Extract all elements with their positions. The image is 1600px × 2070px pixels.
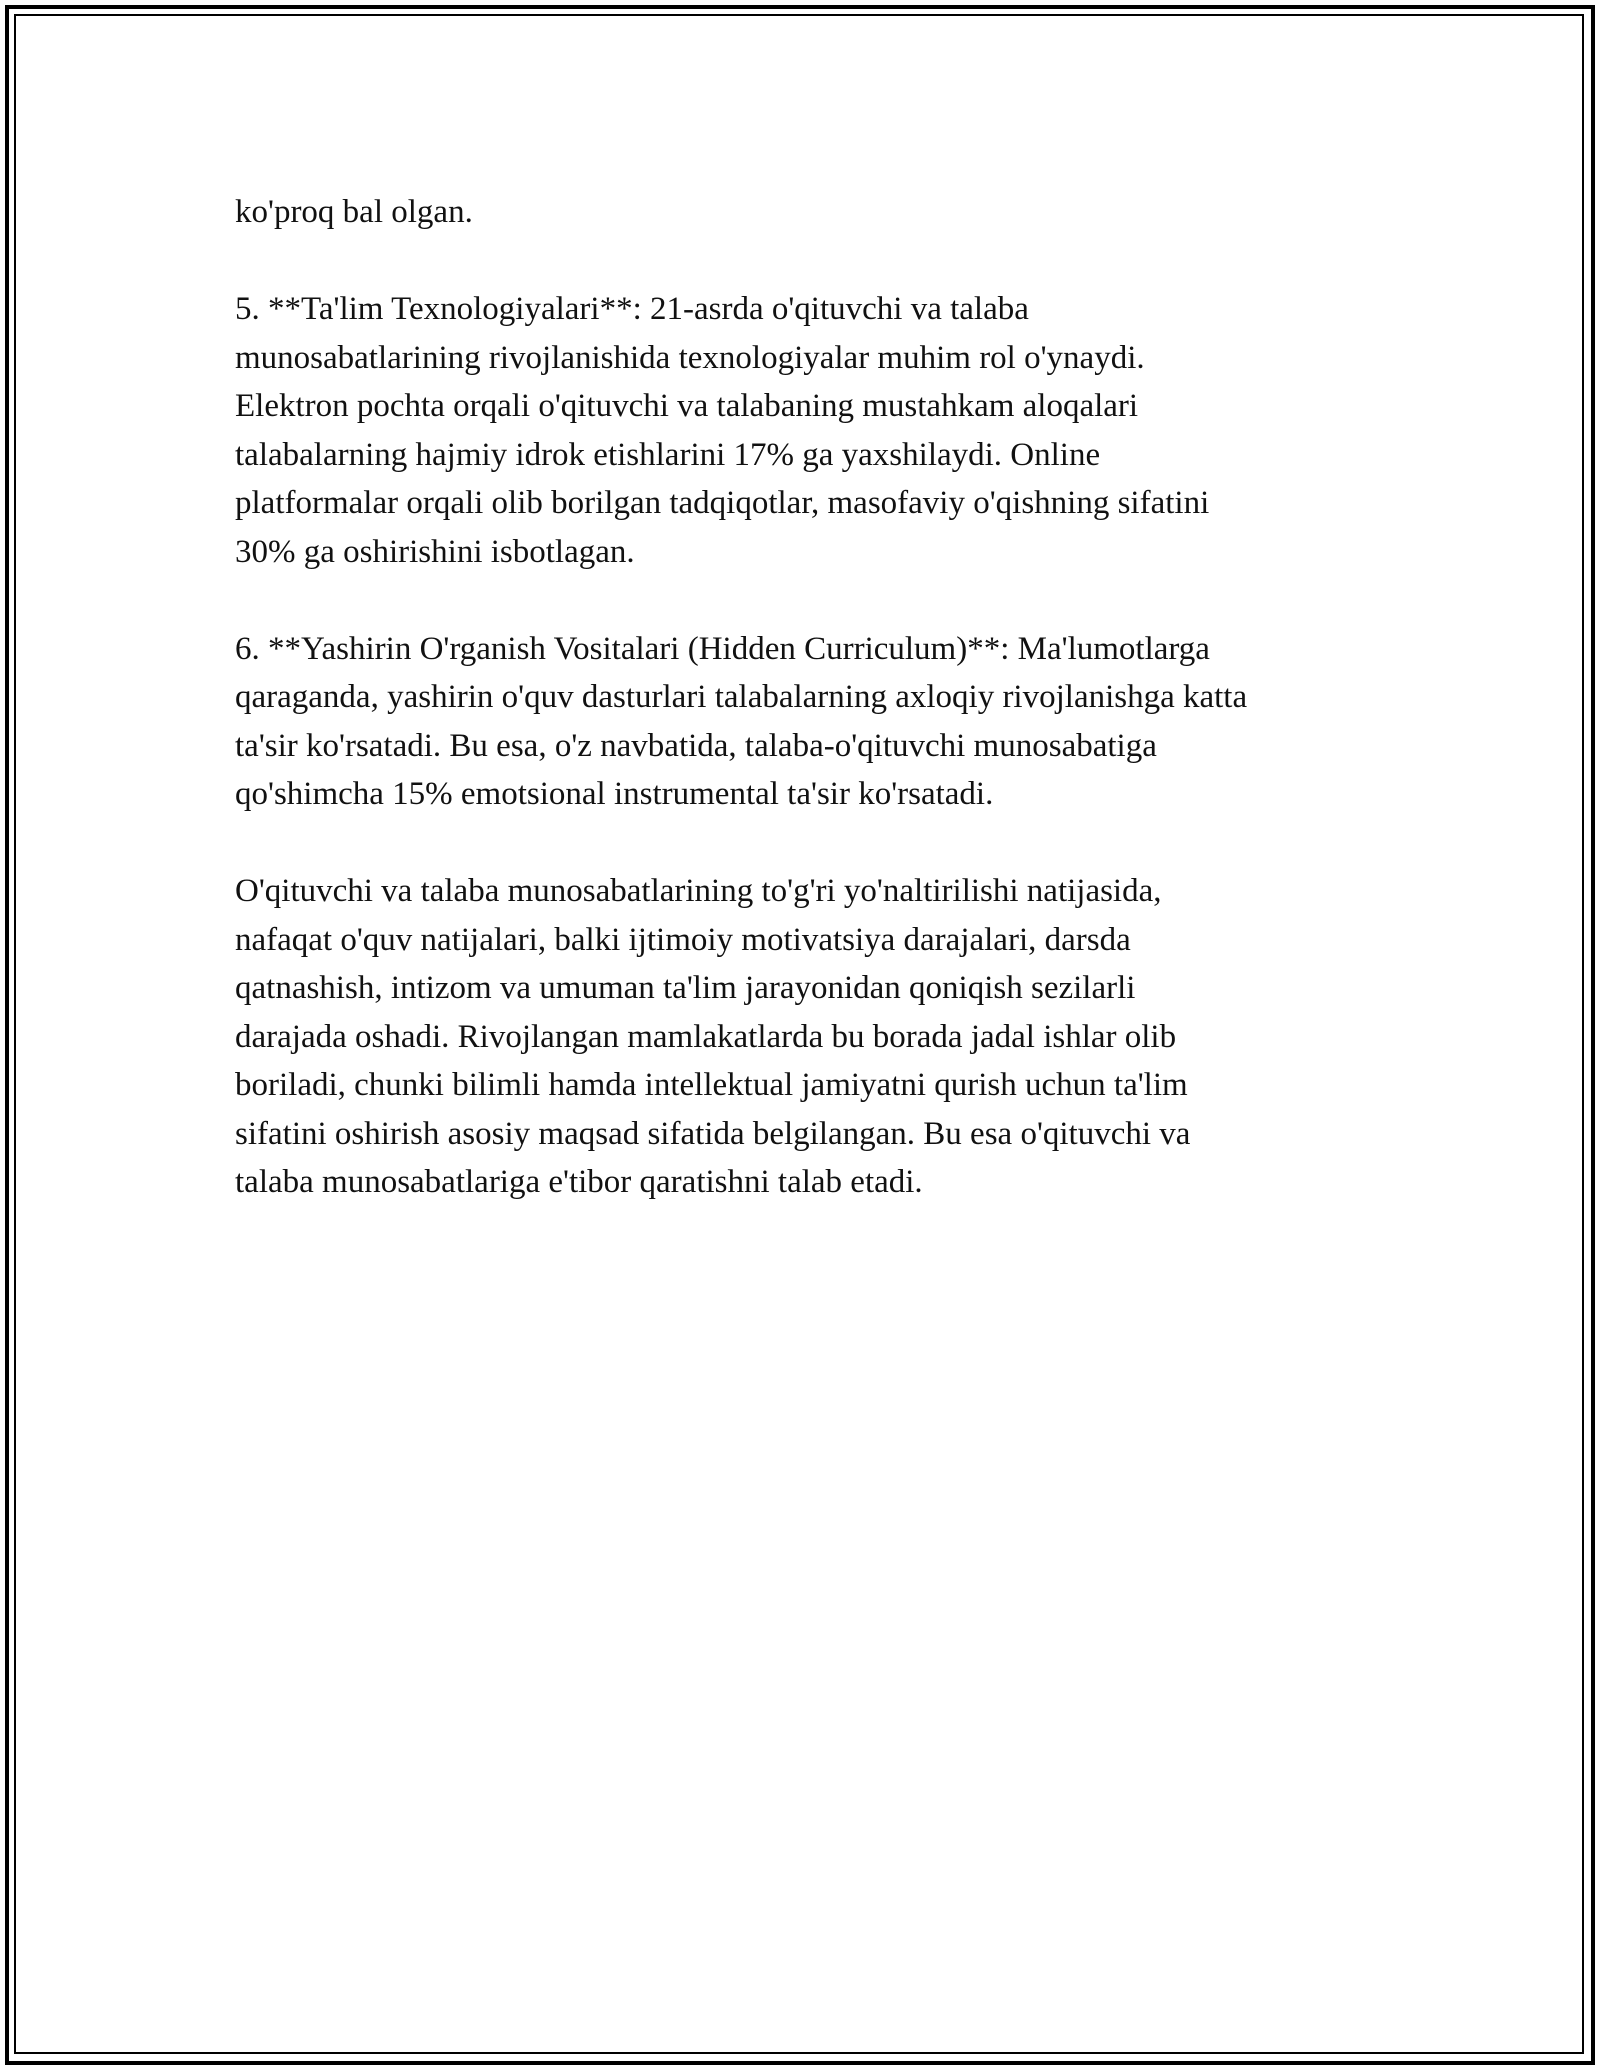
text-line: sifatini oshirish asosiy maqsad sifatida belgilangan. Bu esa o'qituvchi va	[235, 1115, 1191, 1152]
text-line: O'qituvchi va talaba munosabatlarining to'g'ri yo'naltirilishi natijasida,	[235, 873, 1162, 909]
text-line: darajada oshadi. Rivojlangan mamlakatlarda bu borada jadal ishlar olib	[235, 1018, 1177, 1055]
paragraph-conclusion	[235, 867, 1375, 1207]
text-line: 5. **Ta'lim Texnologiyalari**: 21-asrda o'qituvchi va talaba	[235, 291, 1029, 327]
document-body	[235, 188, 1375, 1255]
text-line: 6. **Yashirin O'rganish Vositalari (Hidden Curriculum)**: Ma'lumotlarga	[235, 630, 1210, 667]
text-line: qatnashish, intizom va umuman ta'lim jarayonidan qoniqish sezilarli	[235, 970, 1136, 1006]
text-line: ko'proq bal olgan.	[235, 194, 473, 230]
paragraph-talim-texnologiyalari	[235, 285, 1375, 576]
text-line: qo'shimcha 15% emotsional instrumental ta'sir ko'rsatadi.	[235, 776, 994, 812]
text-line: qaraganda, yashirin o'quv dasturlari talabalarning axloqiy rivojlanishga katta	[235, 679, 1248, 715]
text-line: Elektron pochta orqali o'qituvchi va talabaning mustahkam aloqalari	[235, 388, 1139, 424]
paragraph-continuation	[235, 188, 1375, 237]
text-line: talabalarning hajmiy idrok etishlarini 17% ga yaxshilaydi. Online	[235, 436, 1101, 473]
text-line: ta'sir ko'rsatadi. Bu esa, o'z navbatida, talaba-o'qituvchi munosabatiga	[235, 727, 1157, 764]
text-line: talaba munosabatlariga e'tibor qaratishni talab etadi.	[235, 1164, 923, 1200]
text-line: 30% ga oshirishini isbotlagan.	[235, 533, 635, 570]
text-line: munosabatlarining rivojlanishida texnologiyalar muhim rol o'ynaydi.	[235, 339, 1145, 376]
text-line: boriladi, chunki bilimli hamda intellektual jamiyatni qurish uchun ta'lim	[235, 1067, 1188, 1103]
paragraph-hidden-curriculum	[235, 625, 1375, 819]
text-line: platformalar orqali olib borilgan tadqiqotlar, masofaviy o'qishning sifatini	[235, 485, 1210, 521]
text-line: nafaqat o'quv natijalari, balki ijtimoiy motivatsiya darajalari, darsda	[235, 921, 1131, 958]
